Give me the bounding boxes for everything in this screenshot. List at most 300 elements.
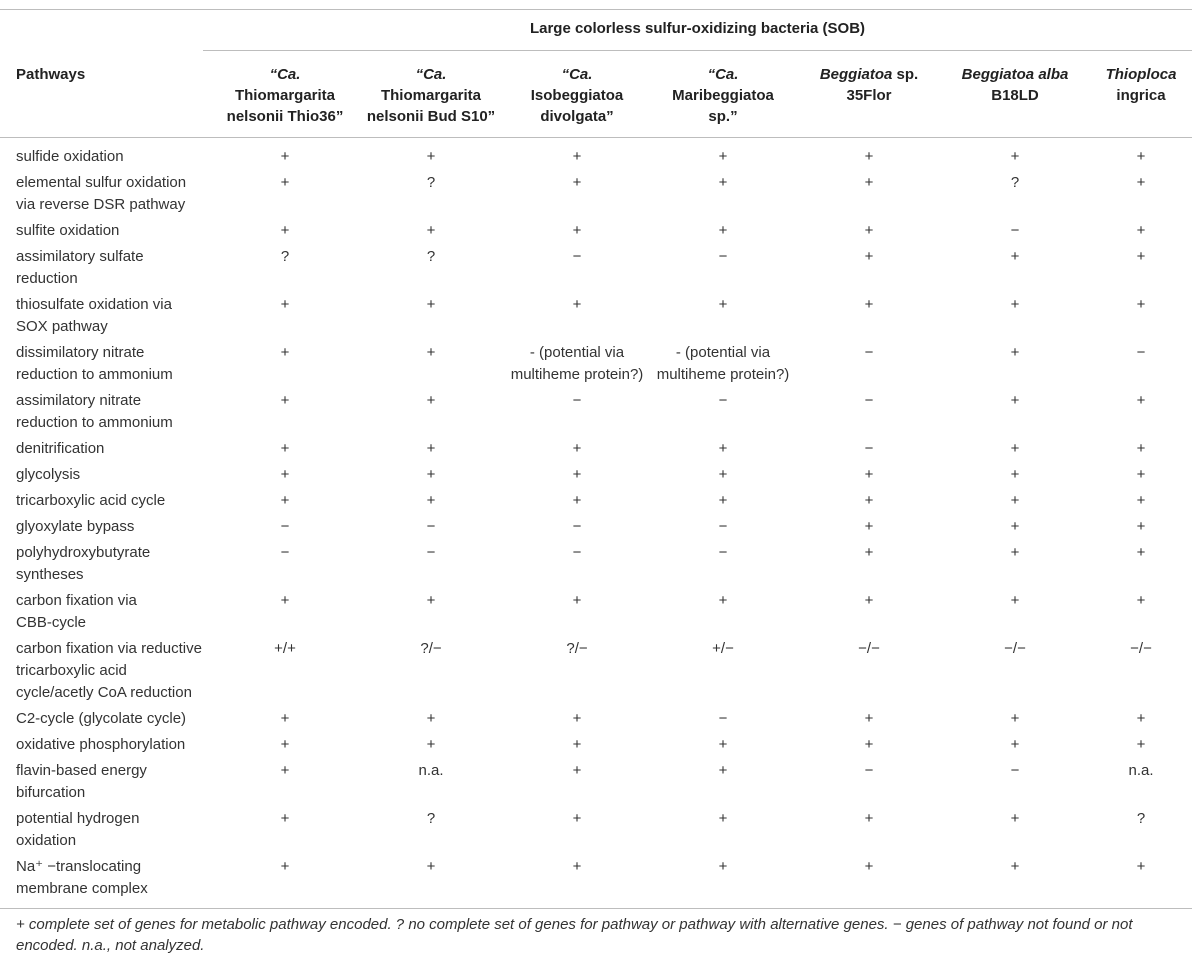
value-line: +: [1136, 466, 1146, 483]
pathway-line: CBB-cycle: [16, 614, 87, 631]
value-cell: [205, 856, 365, 878]
value-line: +: [718, 592, 728, 609]
value-cell: [1061, 760, 1200, 782]
value-line: +: [426, 222, 436, 239]
value-line: +: [1136, 518, 1146, 535]
value-cell: [351, 734, 511, 756]
value-line: +: [1136, 148, 1146, 165]
value-line: −: [1010, 762, 1020, 779]
value-line: +: [572, 222, 582, 239]
value-cell: [1061, 708, 1200, 730]
value-cell: [205, 438, 365, 460]
value-cell: [351, 542, 511, 564]
header-bottom-rule: [0, 137, 1192, 138]
value-cell: [789, 220, 949, 242]
value-line: −: [718, 392, 728, 409]
value-line: +: [1136, 736, 1146, 753]
value-line: +: [426, 736, 436, 753]
value-line: +: [1010, 810, 1020, 827]
pathway-line: tricarboxylic acid cycle: [16, 492, 166, 509]
value-cell: [497, 490, 657, 512]
pathway-line: sulfite oxidation: [16, 222, 120, 239]
column-header-italic: Thioploca: [1105, 66, 1177, 83]
value-line: +: [1010, 440, 1020, 457]
pathway-line: tricarboxylic acid: [16, 662, 127, 679]
value-cell: [497, 220, 657, 242]
value-cell: [497, 516, 657, 538]
column-header: [804, 64, 934, 106]
column-header-line: Isobeggiatoa: [530, 87, 624, 104]
value-line: +: [1010, 710, 1020, 727]
value-line: +: [718, 466, 728, 483]
value-line: +: [718, 174, 728, 191]
value-line: +: [1010, 392, 1020, 409]
value-line: +: [1010, 858, 1020, 875]
value-line: −/−: [1004, 640, 1026, 657]
value-line: −: [718, 248, 728, 265]
value-cell: [205, 146, 365, 168]
value-line: +: [572, 148, 582, 165]
value-line: +: [280, 762, 290, 779]
pathway-line: reduction to ammonium: [16, 366, 173, 383]
value-line: +: [426, 466, 436, 483]
pathway-line: syntheses: [16, 566, 84, 583]
value-cell: [789, 464, 949, 486]
value-line: +: [572, 858, 582, 875]
value-line: −: [864, 440, 874, 457]
value-cell: [351, 146, 511, 168]
value-line: +: [572, 466, 582, 483]
value-line: ?: [426, 174, 436, 191]
value-line: +: [1136, 248, 1146, 265]
value-line: −: [718, 544, 728, 561]
value-line: +: [280, 174, 290, 191]
pathway-cell: [16, 220, 216, 242]
column-header-line: nelsonii Bud S10”: [366, 108, 496, 125]
value-cell: [497, 390, 657, 412]
value-cell: [497, 294, 657, 316]
value-cell: [643, 638, 803, 660]
pathway-cell: [16, 490, 216, 512]
value-line: +: [280, 492, 290, 509]
column-header-line: Thiomargarita: [380, 87, 482, 104]
value-line: +: [718, 492, 728, 509]
pathways-header: Pathways: [16, 66, 86, 83]
value-line: +: [864, 174, 874, 191]
value-cell: [351, 708, 511, 730]
value-cell: [497, 856, 657, 878]
value-line: +: [1136, 296, 1146, 313]
value-line: +: [864, 710, 874, 727]
value-cell: [1061, 464, 1200, 486]
value-line: +: [280, 592, 290, 609]
value-line: +: [572, 174, 582, 191]
column-header-line: [356, 64, 506, 85]
column-header-line: [1086, 64, 1196, 85]
value-line: +: [718, 296, 728, 313]
value-line: n.a.: [418, 762, 444, 779]
value-cell: [643, 856, 803, 878]
value-line: +: [864, 466, 874, 483]
value-cell: [643, 464, 803, 486]
value-line: +: [1010, 518, 1020, 535]
value-cell: [1061, 438, 1200, 460]
value-cell: [205, 760, 365, 782]
column-header-italic: Beggiatoa alba: [961, 66, 1069, 83]
value-line: +: [1010, 344, 1020, 361]
value-cell: [1061, 220, 1200, 242]
value-line: +: [718, 440, 728, 457]
pathway-line: carbon fixation via: [16, 592, 137, 609]
value-line: ?: [280, 248, 290, 265]
value-cell: [789, 438, 949, 460]
pathway-line: membrane complex: [16, 880, 148, 897]
value-line: −: [572, 544, 582, 561]
value-line: +: [864, 544, 874, 561]
value-line: +: [280, 810, 290, 827]
value-cell: [789, 808, 949, 830]
column-header-line: [945, 64, 1085, 85]
pathway-cell: [16, 856, 216, 900]
column-header-line: Thiomargarita: [234, 87, 336, 104]
column-header-line: [200, 64, 370, 85]
value-cell: [643, 808, 803, 830]
value-line: +: [572, 810, 582, 827]
column-header: [200, 64, 370, 127]
value-line: −: [1136, 344, 1146, 361]
pathway-line: assimilatory nitrate: [16, 392, 142, 409]
value-line: n.a.: [1128, 762, 1154, 779]
value-line: +: [1136, 392, 1146, 409]
value-cell: [643, 220, 803, 242]
column-header-line: [502, 64, 652, 85]
value-line: +: [864, 296, 874, 313]
column-header: [648, 64, 798, 127]
value-cell: [643, 438, 803, 460]
value-cell: [789, 734, 949, 756]
column-header-italic: Beggiatoa: [819, 66, 893, 83]
value-cell: [351, 516, 511, 538]
value-cell: [643, 490, 803, 512]
column-header-line: B18LD: [991, 87, 1039, 104]
value-cell: [789, 542, 949, 564]
value-line: +: [426, 492, 436, 509]
value-cell: [643, 760, 803, 782]
value-cell: [643, 734, 803, 756]
column-header-line: ingrica: [1116, 87, 1166, 104]
value-cell: [1061, 590, 1200, 612]
value-line: +: [718, 858, 728, 875]
value-cell: [205, 294, 365, 316]
value-cell: [497, 708, 657, 730]
pathway-line: denitrification: [16, 440, 105, 457]
table-bottom-rule: [0, 908, 1192, 909]
value-cell: [351, 246, 511, 268]
value-cell: [1061, 734, 1200, 756]
value-line: +: [1136, 710, 1146, 727]
value-line: +: [864, 518, 874, 535]
value-cell: [497, 464, 657, 486]
value-cell: [205, 464, 365, 486]
pathway-line: glyoxylate bypass: [16, 518, 135, 535]
value-line: +: [1136, 544, 1146, 561]
value-line: +: [1136, 858, 1146, 875]
value-line: +: [572, 492, 582, 509]
value-line: - (potential via: [529, 344, 625, 361]
value-line: +: [280, 736, 290, 753]
value-line: +: [280, 296, 290, 313]
value-line: multiheme protein?): [656, 366, 790, 383]
value-line: −/−: [858, 640, 880, 657]
value-line: +: [1010, 466, 1020, 483]
value-cell: [497, 542, 657, 564]
column-header-line: divolgata”: [540, 108, 614, 125]
value-line: +: [864, 810, 874, 827]
value-line: +: [426, 710, 436, 727]
value-cell: [205, 638, 365, 660]
value-line: ?: [426, 810, 436, 827]
value-line: +: [864, 736, 874, 753]
value-cell: [205, 590, 365, 612]
value-cell: [351, 760, 511, 782]
pathway-line: potential hydrogen: [16, 810, 140, 827]
value-line: ?: [426, 248, 436, 265]
value-cell: [351, 490, 511, 512]
value-cell: [351, 294, 511, 316]
column-header: [502, 64, 652, 127]
pathway-cell: [16, 516, 216, 538]
column-header-line: [804, 64, 934, 85]
value-line: +: [426, 392, 436, 409]
value-line: −: [718, 518, 728, 535]
value-line: +: [1136, 440, 1146, 457]
pathway-cell: [16, 438, 216, 460]
value-line: multiheme protein?): [510, 366, 644, 383]
pathway-line: polyhydroxybutyrate: [16, 544, 151, 561]
value-line: +: [280, 710, 290, 727]
value-cell: [1061, 246, 1200, 268]
pathway-cell: [16, 390, 216, 434]
value-cell: [351, 464, 511, 486]
value-cell: [497, 246, 657, 268]
pathway-cell: [16, 760, 216, 804]
pathway-line: elemental sulfur oxidation: [16, 174, 187, 191]
pathway-line: sulfide oxidation: [16, 148, 124, 165]
value-line: +: [426, 148, 436, 165]
pathway-line: bifurcation: [16, 784, 86, 801]
value-line: −: [718, 710, 728, 727]
value-line: +/+: [274, 640, 296, 657]
value-line: +: [280, 222, 290, 239]
value-line: +: [1010, 592, 1020, 609]
value-cell: [789, 708, 949, 730]
column-header-line: 35Flor: [846, 87, 892, 104]
value-cell: [1061, 172, 1200, 194]
value-cell: [643, 146, 803, 168]
value-cell: [497, 146, 657, 168]
value-cell: [1061, 342, 1200, 364]
value-line: +: [280, 344, 290, 361]
pathway-cell: [16, 464, 216, 486]
value-line: +: [1136, 222, 1146, 239]
column-header-italic: “Ca.: [561, 66, 593, 83]
value-line: +: [572, 296, 582, 313]
value-line: −: [864, 392, 874, 409]
value-line: - (potential via: [675, 344, 771, 361]
value-line: +: [718, 736, 728, 753]
value-line: +: [1010, 492, 1020, 509]
value-cell: [1061, 638, 1200, 660]
value-line: +: [718, 810, 728, 827]
column-header-line: [648, 64, 798, 85]
value-cell: [789, 490, 949, 512]
pathway-line: thiosulfate oxidation via: [16, 296, 172, 313]
value-cell: [497, 438, 657, 460]
value-cell: [205, 542, 365, 564]
value-line: +: [1136, 492, 1146, 509]
value-line: +: [280, 392, 290, 409]
value-line: +: [1136, 174, 1146, 191]
pathway-line: cycle/acetly CoA reduction: [16, 684, 192, 701]
value-cell: [789, 294, 949, 316]
column-header-line: nelsonii Thio36”: [226, 108, 344, 125]
value-line: +: [864, 222, 874, 239]
value-cell: [205, 246, 365, 268]
pathway-line: via reverse DSR pathway: [16, 196, 186, 213]
value-cell: [1061, 490, 1200, 512]
pathway-cell: [16, 342, 216, 386]
value-cell: [1061, 808, 1200, 830]
pathway-cell: [16, 542, 216, 586]
value-cell: [643, 294, 803, 316]
value-line: +: [280, 466, 290, 483]
value-line: +: [280, 148, 290, 165]
value-cell: [789, 516, 949, 538]
column-header: [945, 64, 1085, 106]
value-line: +: [572, 710, 582, 727]
pathway-cell: [16, 146, 216, 168]
value-cell: [205, 808, 365, 830]
value-line: ?/−: [566, 640, 588, 657]
table-footnote: + complete set of genes for metabolic pathway encoded. ? no complete set of genes for pathway or pathway with alternative genes. − genes of pathway not found or not encoded. n.a., not analyzed.: [16, 916, 1133, 954]
value-line: +: [426, 344, 436, 361]
value-cell: [643, 246, 803, 268]
value-line: −: [572, 518, 582, 535]
value-cell: [643, 542, 803, 564]
pathway-line: SOX pathway: [16, 318, 108, 335]
value-line: −: [864, 344, 874, 361]
value-line: +: [864, 492, 874, 509]
pathway-cell: [16, 808, 216, 852]
value-cell: [497, 342, 657, 386]
value-cell: [1061, 856, 1200, 878]
value-cell: [643, 342, 803, 386]
value-cell: [789, 856, 949, 878]
value-cell: [351, 590, 511, 612]
value-line: +: [572, 592, 582, 609]
value-cell: [205, 220, 365, 242]
pathway-line: C2-cycle (glycolate cycle): [16, 710, 187, 727]
pathway-cell: [16, 734, 216, 756]
value-cell: [1061, 542, 1200, 564]
pathway-cell: [16, 708, 216, 730]
pathway-line: flavin-based energy: [16, 762, 147, 779]
pathway-cell: [16, 246, 216, 290]
value-cell: [497, 172, 657, 194]
value-line: +: [572, 762, 582, 779]
value-cell: [1061, 516, 1200, 538]
value-cell: [1061, 294, 1200, 316]
value-cell: [351, 638, 511, 660]
pathway-line: carbon fixation via reductive: [16, 640, 202, 657]
value-line: +/−: [712, 640, 734, 657]
group-header: Large colorless sulfur-oxidizing bacteria (SOB): [529, 20, 866, 37]
pathway-line: oxidative phosphorylation: [16, 736, 186, 753]
value-line: +: [426, 858, 436, 875]
value-cell: [643, 708, 803, 730]
group-header-rule: [203, 50, 1192, 51]
pathway-cell: [16, 590, 216, 634]
value-line: +: [1010, 296, 1020, 313]
value-cell: [205, 734, 365, 756]
pathway-cell: [16, 638, 216, 704]
pathway-line: reduction to ammonium: [16, 414, 173, 431]
value-line: −/−: [1130, 640, 1152, 657]
value-line: +: [1010, 248, 1020, 265]
pathway-line: assimilatory sulfate: [16, 248, 144, 265]
value-cell: [1061, 390, 1200, 412]
value-line: ?: [1136, 810, 1146, 827]
value-line: +: [718, 222, 728, 239]
value-cell: [205, 490, 365, 512]
value-line: +: [864, 248, 874, 265]
value-line: +: [280, 440, 290, 457]
pathway-line: oxidation: [16, 832, 77, 849]
value-line: +: [426, 296, 436, 313]
pathway-cell: [16, 172, 216, 216]
value-cell: [789, 638, 949, 660]
value-cell: [497, 760, 657, 782]
value-cell: [351, 390, 511, 412]
value-line: ?: [1010, 174, 1020, 191]
column-header-italic: “Ca.: [415, 66, 447, 83]
value-cell: [351, 220, 511, 242]
value-line: +: [572, 736, 582, 753]
value-cell: [205, 172, 365, 194]
value-line: +: [864, 592, 874, 609]
value-cell: [205, 390, 365, 412]
value-line: +: [864, 148, 874, 165]
value-cell: [351, 808, 511, 830]
value-cell: [789, 390, 949, 412]
value-cell: [497, 734, 657, 756]
value-cell: [789, 172, 949, 194]
value-line: +: [718, 762, 728, 779]
value-cell: [789, 760, 949, 782]
column-header-line: sp.”: [708, 108, 738, 125]
value-line: +: [426, 592, 436, 609]
value-cell: [643, 516, 803, 538]
value-line: +: [864, 858, 874, 875]
value-line: −: [572, 392, 582, 409]
value-line: +: [426, 440, 436, 457]
column-header: [356, 64, 506, 127]
pathway-cell: [16, 294, 216, 338]
pathway-line: dissimilatory nitrate: [16, 344, 145, 361]
value-cell: [205, 708, 365, 730]
value-cell: [643, 172, 803, 194]
column-header-italic: “Ca.: [269, 66, 301, 83]
